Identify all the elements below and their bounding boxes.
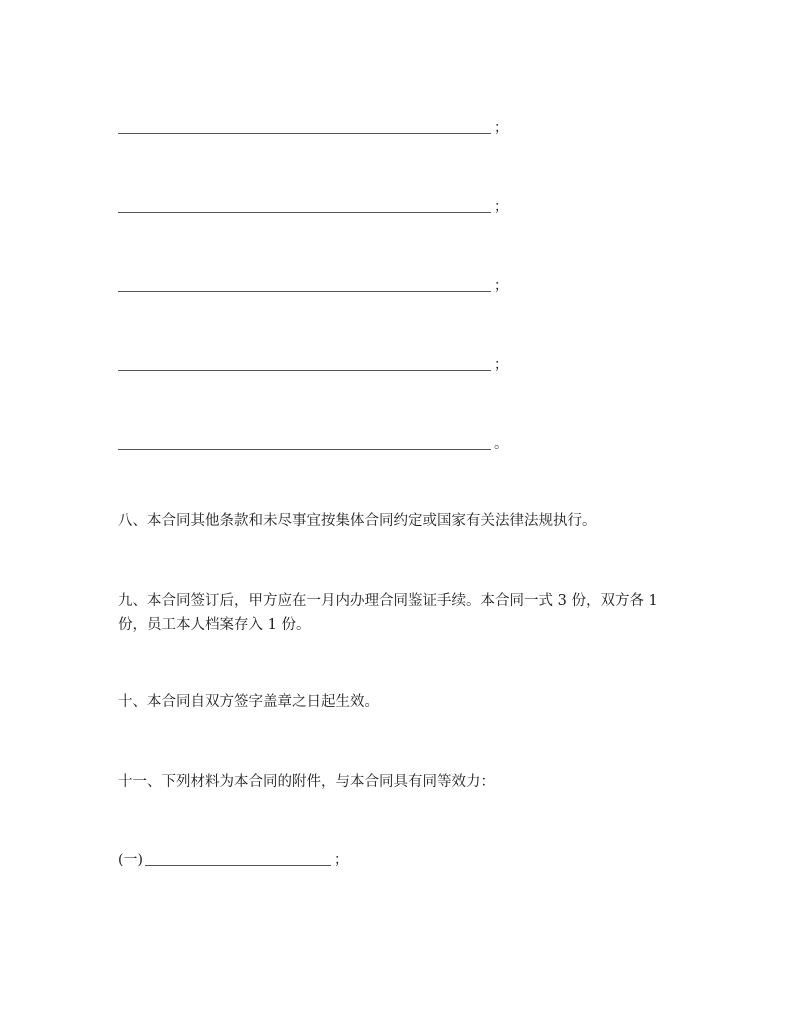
fill-in-blank-line-5: [118, 434, 508, 454]
fill-in-blank-line-3: [118, 276, 508, 296]
blank-rule: [118, 211, 491, 213]
line-punctuation: ；: [494, 278, 508, 294]
fill-in-blank-line-2: [118, 197, 508, 217]
line-punctuation: ；: [494, 199, 508, 215]
attachment-punctuation: ；: [333, 852, 348, 868]
clause-11: 十一、下列材料为本合同的附件，与本合同具有同等效力：: [118, 774, 495, 790]
attachment-item-1: [118, 850, 348, 870]
blank-rule: [118, 448, 491, 450]
line-punctuation: ；: [494, 357, 508, 373]
fill-in-blank-line-1: [118, 118, 508, 138]
line-punctuation: ；: [494, 120, 508, 136]
blank-rule: [118, 369, 491, 371]
line-punctuation: 。: [494, 436, 508, 452]
attachment-blank-rule: [145, 864, 331, 866]
blank-rule: [118, 290, 491, 292]
clause-9: 九、本合同签订后，甲方应在一月内办理合同鉴证手续。本合同一式 3 份，双方各 1 份，员工本人档案存入 1 份。: [118, 593, 658, 633]
clause-10: 十、本合同自双方签字盖章之日起生效。: [118, 694, 379, 710]
fill-in-blank-line-4: [118, 355, 508, 375]
blank-rule: [118, 132, 491, 134]
attachment-index: (一): [118, 852, 143, 868]
clause-8: 八、本合同其他条款和未尽事宜按集体合同约定或国家有关法律法规执行。: [118, 513, 597, 529]
